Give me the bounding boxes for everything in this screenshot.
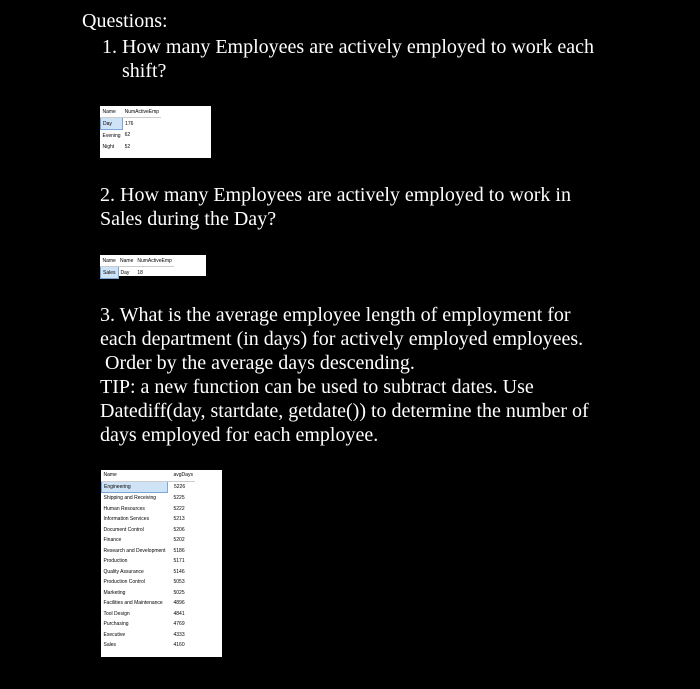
table-cell[interactable]: Night: [102, 143, 115, 150]
question-1-text: [102, 35, 662, 83]
table-row[interactable]: [102, 567, 195, 578]
table-cell[interactable]: 18: [137, 269, 143, 276]
table-cell[interactable]: Document Control: [103, 526, 144, 533]
column-header: NumActiveEmp: [123, 106, 161, 118]
table-cell[interactable]: Facilities and Maintenance: [103, 600, 163, 607]
table-row[interactable]: [101, 118, 162, 130]
question-3-tip-line: TIP: a new function can be used to subtract dates. Use: [100, 376, 534, 398]
question-1-line-2: shift?: [122, 60, 167, 82]
question-3-tip-line: days employed for each employee.: [100, 424, 379, 446]
table-row[interactable]: [102, 588, 195, 599]
table-cell[interactable]: 5206: [173, 526, 185, 533]
table-row[interactable]: [102, 619, 195, 630]
question-3-line: 3. What is the average employee length of employment for: [100, 304, 571, 326]
column-header: Name: [102, 470, 168, 481]
question-2-line-2: Sales during the Day?: [100, 208, 277, 230]
table-row[interactable]: [102, 609, 195, 620]
table-cell[interactable]: Sales: [101, 267, 119, 279]
table-row[interactable]: [102, 525, 195, 536]
table-cell[interactable]: 4333: [173, 631, 185, 638]
table-cell[interactable]: Evening: [102, 132, 121, 139]
table-row[interactable]: [102, 630, 195, 641]
page-heading: Questions:: [82, 10, 168, 32]
question-3-text: [100, 303, 660, 447]
table-cell[interactable]: 176: [125, 120, 134, 127]
question-3-line: Order by the average days descending.: [100, 352, 415, 374]
table-row[interactable]: [102, 535, 195, 546]
table-row[interactable]: [102, 556, 195, 567]
table-cell[interactable]: Marketing: [103, 589, 126, 596]
question-1-result-grid: [100, 106, 211, 158]
question-3-line: each department (in days) for actively employed employees.: [100, 328, 584, 350]
table-row[interactable]: [102, 640, 195, 651]
table-row[interactable]: [101, 267, 174, 279]
column-header: Name: [118, 255, 135, 267]
question-2-text: [100, 183, 660, 231]
table-row[interactable]: [102, 481, 195, 493]
question-2-line-1: 2. How many Employees are actively employed to work in: [100, 184, 571, 206]
table-cell[interactable]: Research and Development: [103, 547, 166, 554]
table-cell[interactable]: Purchasing: [103, 621, 129, 628]
table-row[interactable]: [101, 130, 162, 142]
column-header: NumActiveEmp: [135, 255, 173, 267]
question-3-tip-line: Datediff(day, startdate, getdate()) to determine the number of: [100, 400, 589, 422]
table-cell[interactable]: 5213: [173, 516, 185, 523]
table-cell[interactable]: 5146: [173, 568, 185, 575]
table-cell[interactable]: 5053: [173, 579, 185, 586]
table-cell[interactable]: 5222: [173, 505, 185, 512]
table-cell[interactable]: Engineering: [102, 481, 168, 493]
table-cell[interactable]: Executive: [103, 631, 126, 638]
table-cell[interactable]: Day: [120, 269, 130, 276]
table-cell[interactable]: 4841: [173, 610, 185, 617]
question-3-result-grid: [101, 470, 222, 657]
table-cell[interactable]: 5025: [173, 589, 185, 596]
table-cell[interactable]: Day: [101, 118, 123, 130]
table-row[interactable]: [102, 514, 195, 525]
column-header: avgDays: [167, 470, 194, 481]
table-cell[interactable]: 4896: [173, 600, 185, 607]
table-row[interactable]: [102, 598, 195, 609]
table-cell[interactable]: 5225: [173, 495, 185, 501]
table-cell[interactable]: 62: [124, 132, 131, 139]
table-cell[interactable]: Human Resources: [103, 505, 145, 512]
table-row[interactable]: [102, 577, 195, 588]
question-1-line-1: 1. How many Employees are actively employed to work each: [102, 36, 595, 58]
column-header: Name: [101, 255, 119, 267]
table-cell[interactable]: 5226: [173, 484, 186, 490]
table-row[interactable]: [102, 546, 195, 557]
table-cell[interactable]: 5171: [173, 558, 185, 565]
column-header: Name: [101, 106, 123, 118]
table-cell[interactable]: 5202: [173, 537, 185, 544]
table-cell[interactable]: 52: [124, 143, 131, 150]
table-cell[interactable]: Information Services: [103, 516, 150, 523]
table-cell[interactable]: 5186: [173, 547, 185, 554]
table-cell[interactable]: Sales: [103, 642, 117, 649]
table-row[interactable]: [102, 493, 195, 504]
table-cell[interactable]: Production Control: [103, 579, 145, 586]
table-cell[interactable]: 4160: [173, 642, 185, 649]
table-row[interactable]: [101, 141, 162, 152]
table-cell[interactable]: Quality Assurance: [103, 568, 144, 575]
table-cell[interactable]: Production: [103, 558, 128, 565]
table-cell[interactable]: Tool Design: [103, 610, 130, 617]
question-2-result-grid: [100, 255, 206, 276]
table-cell[interactable]: Shipping and Receiving: [103, 495, 157, 502]
table-cell[interactable]: Finance: [103, 537, 122, 544]
table-cell[interactable]: 4769: [173, 621, 185, 628]
table-row[interactable]: [102, 504, 195, 515]
